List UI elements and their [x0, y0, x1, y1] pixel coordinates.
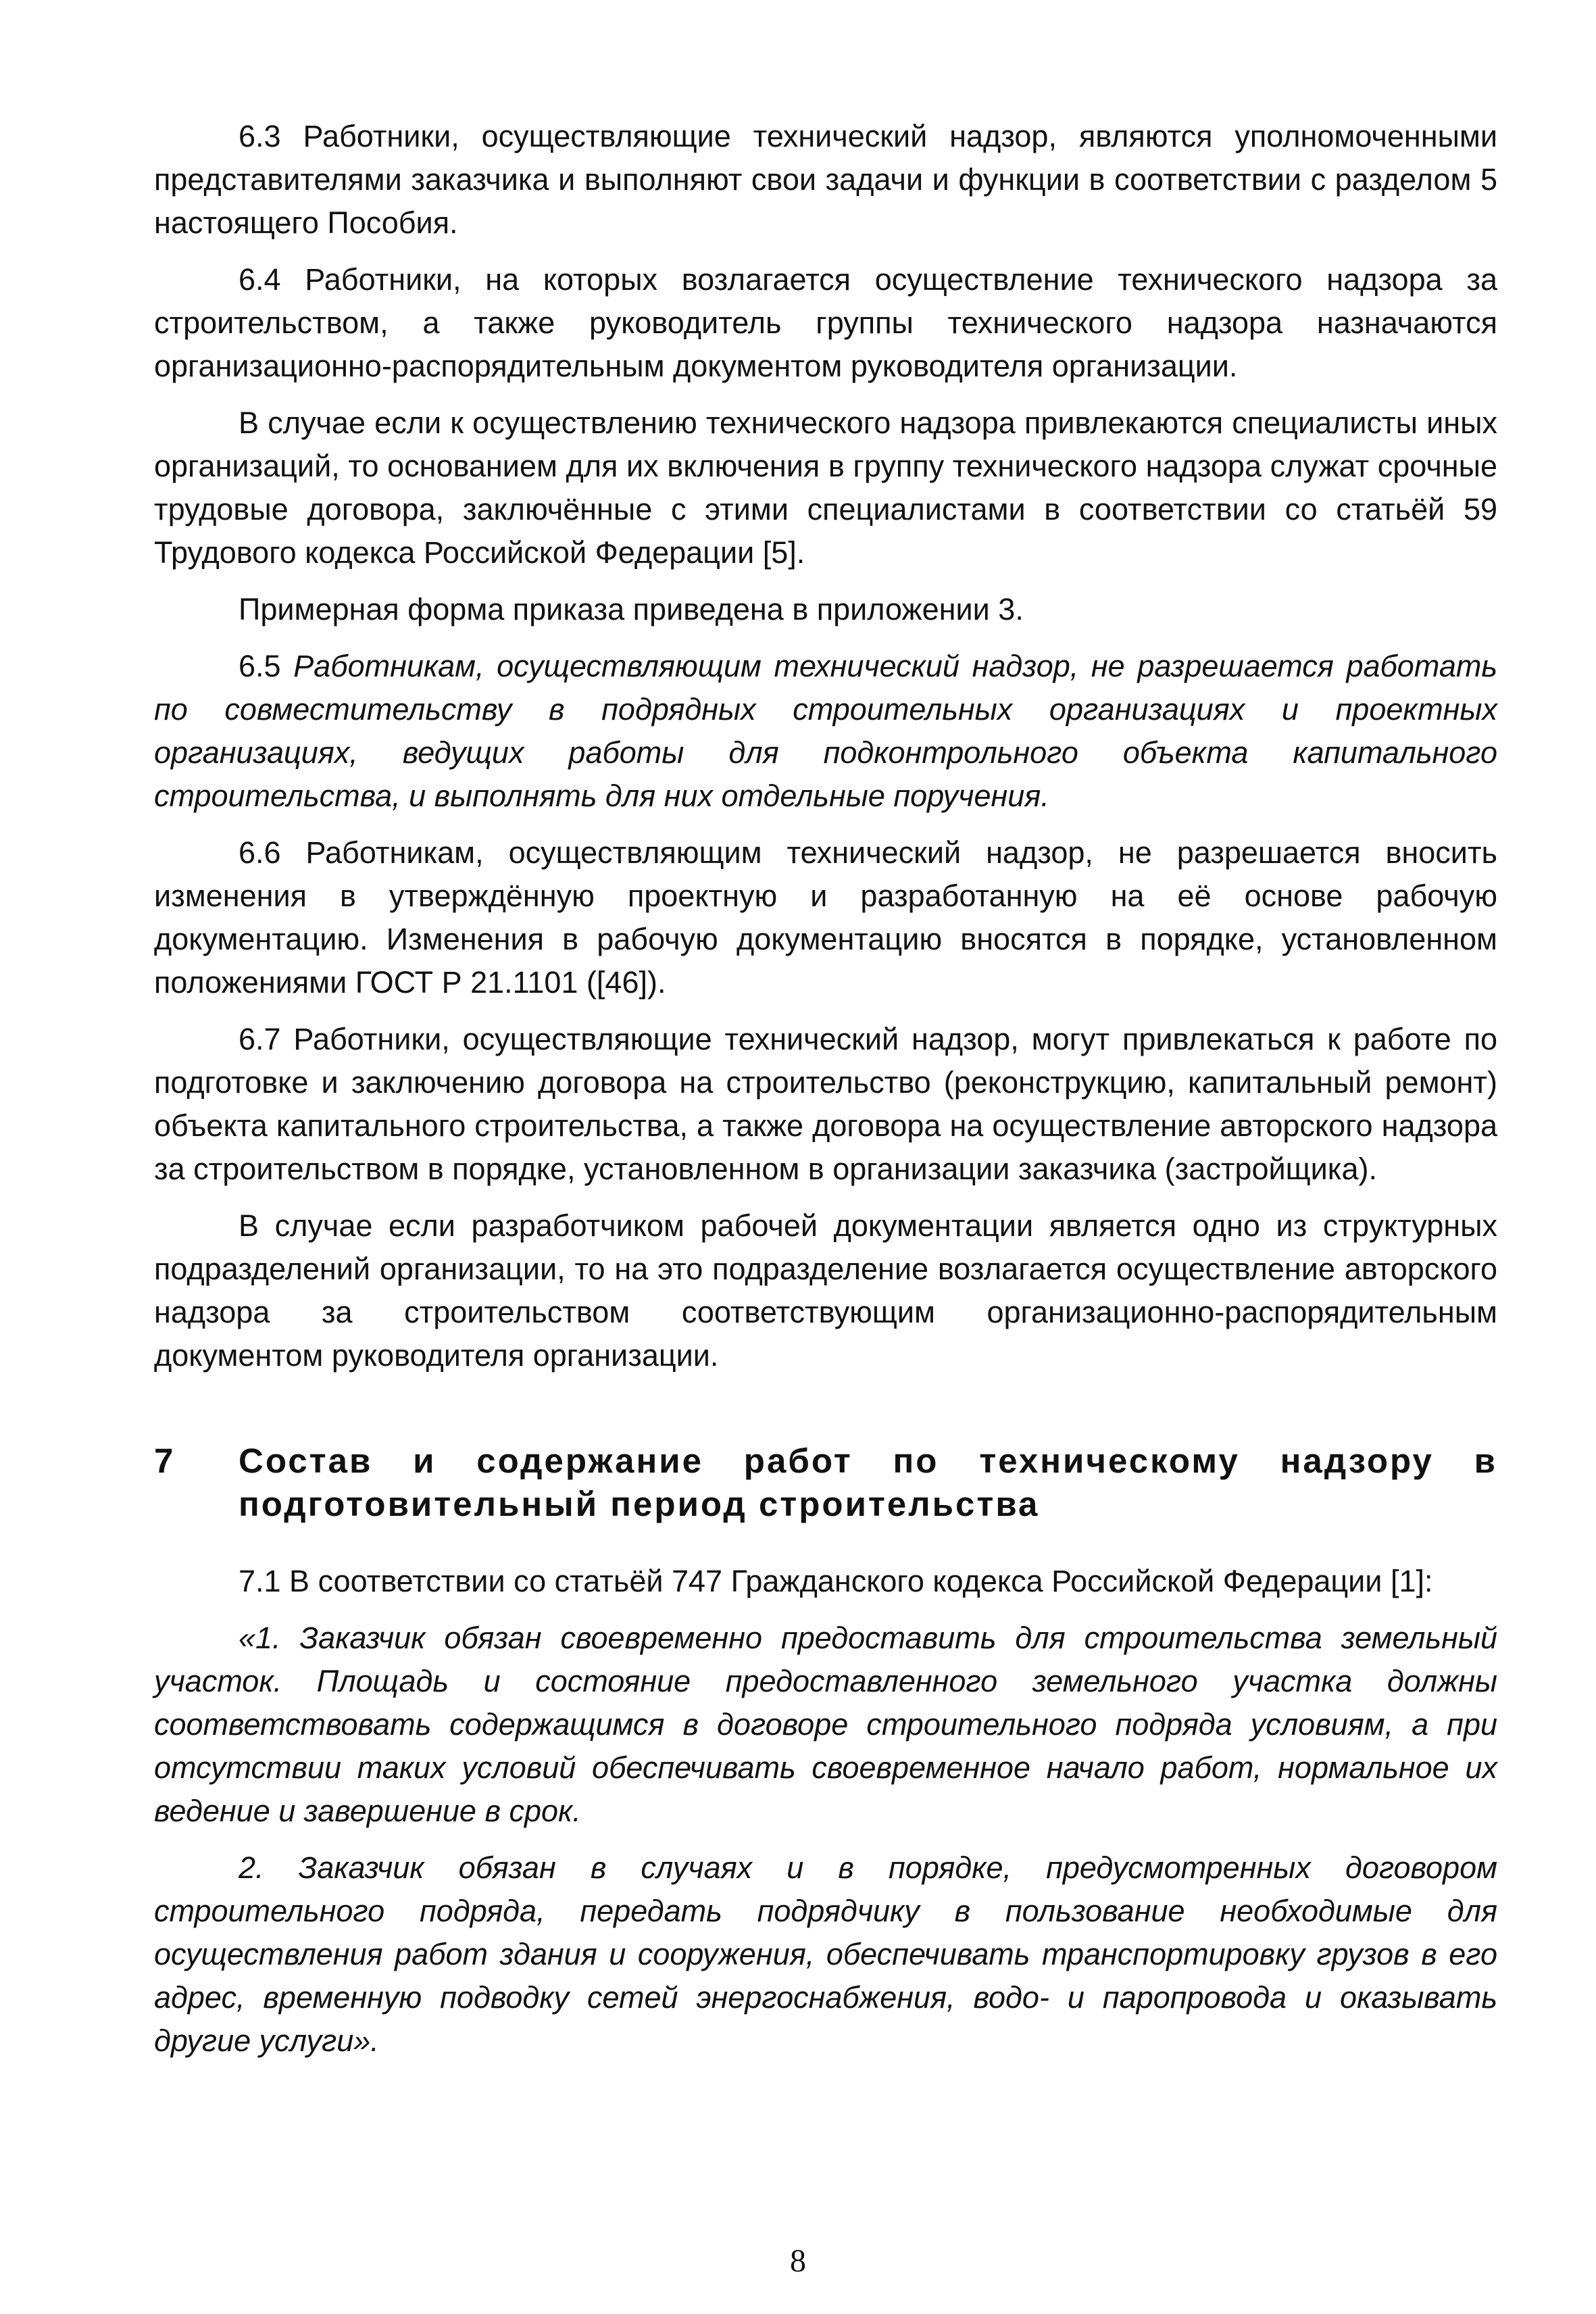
paragraph-6-6: 6.6 Работникам, осуществляющим технический надзор, не разрешается вносить изменения в утверждённую проектную и разработанную на её основе рабочую документацию. Изменения в рабочую документацию вносятся в порядке, установленном положениями ГОСТ Р 21.1101 ([46]).	[154, 835, 1497, 1000]
document-page	[154, 115, 1497, 2076]
quote-item-2: 2. Заказчик обязан в случаях и в порядке, предусмотренных договором строительного подряда, передать подрядчику в пользование необходимые для осуществления работ здания и сооружения, обеспечивать транспортировку грузов в его адрес, временную подводку сетей энергоснабжения, водо- и паропровода и оказывать другие услуги».	[154, 1850, 1497, 2058]
section-7-title: Состав и содержание работ по техническому надзору в подготовительный период строительства	[239, 1442, 1497, 1523]
paragraph-6-5-number: 6.5	[239, 649, 281, 683]
paragraph-6-5-text: Работникам, осуществляющим технический надзор, не разрешается работать по совместительству в подрядных строительных организациях и проектных организациях, ведущих работы для подконтрольного объекта капитального строительства, и выполнять для них отдельные поручения.	[154, 649, 1497, 813]
paragraph-6-5	[154, 645, 1497, 818]
section-7-heading	[154, 1439, 1497, 1526]
paragraph-6-4: 6.4 Работники, на которых возлагается осуществление технического надзора за строительством, а также руководитель группы технического надзора назначаются организационно-распорядительным документом руководителя организации.	[154, 262, 1497, 383]
paragraph-7-1: 7.1 В соответствии со статьёй 747 Гражданского кодекса Российской Федерации [1]:	[239, 1564, 1433, 1598]
quote-item-1: «1. Заказчик обязан своевременно предоставить для строительства земельный участок. Площадь и состояние предоставленного земельного участка должны соответствовать содержащимся в договоре строительного подряда условиям, а при отсутствии таких условий обеспечивать своевременное начало работ, нормальное их ведение и завершение в срок.	[154, 1621, 1497, 1828]
paragraph-6-4-form: Примерная форма приказа приведена в приложении 3.	[239, 592, 1024, 626]
paragraph-6-7: 6.7 Работники, осуществляющие технический надзор, могут привлекаться к работе по подготовке и заключению договора на строительство (реконструкцию, капитальный ремонт) объекта капитального строительства, а также договора на осуществление авторского надзора за строительством в порядке, установленном в организации заказчика (застройщика).	[154, 1022, 1497, 1186]
paragraph-6-3: 6.3 Работники, осуществляющие технический надзор, являются уполномоченными представителями заказчика и выполняют свои задачи и функции в соответствии с разделом 5 настоящего Пособия.	[154, 119, 1497, 240]
paragraph-6-4-specialists: В случае если к осуществлению технического надзора привлекаются специалисты иных организаций, то основанием для их включения в группу технического надзора служат срочные трудовые договора, заключённые с этими специалистами в соответствии со статьёй 59 Трудового кодекса Российской Федерации [5].	[154, 405, 1497, 570]
paragraph-6-7-author-supervision: В случае если разработчиком рабочей документации является одно из структурных подразделений организации, то на это подразделение возлагается осуществление авторского надзора за строительством соответствующим организационно-распорядительным документом руководителя организации.	[154, 1208, 1497, 1373]
section-7-number: 7	[154, 1442, 176, 1480]
page-number: 8	[790, 2243, 806, 2279]
